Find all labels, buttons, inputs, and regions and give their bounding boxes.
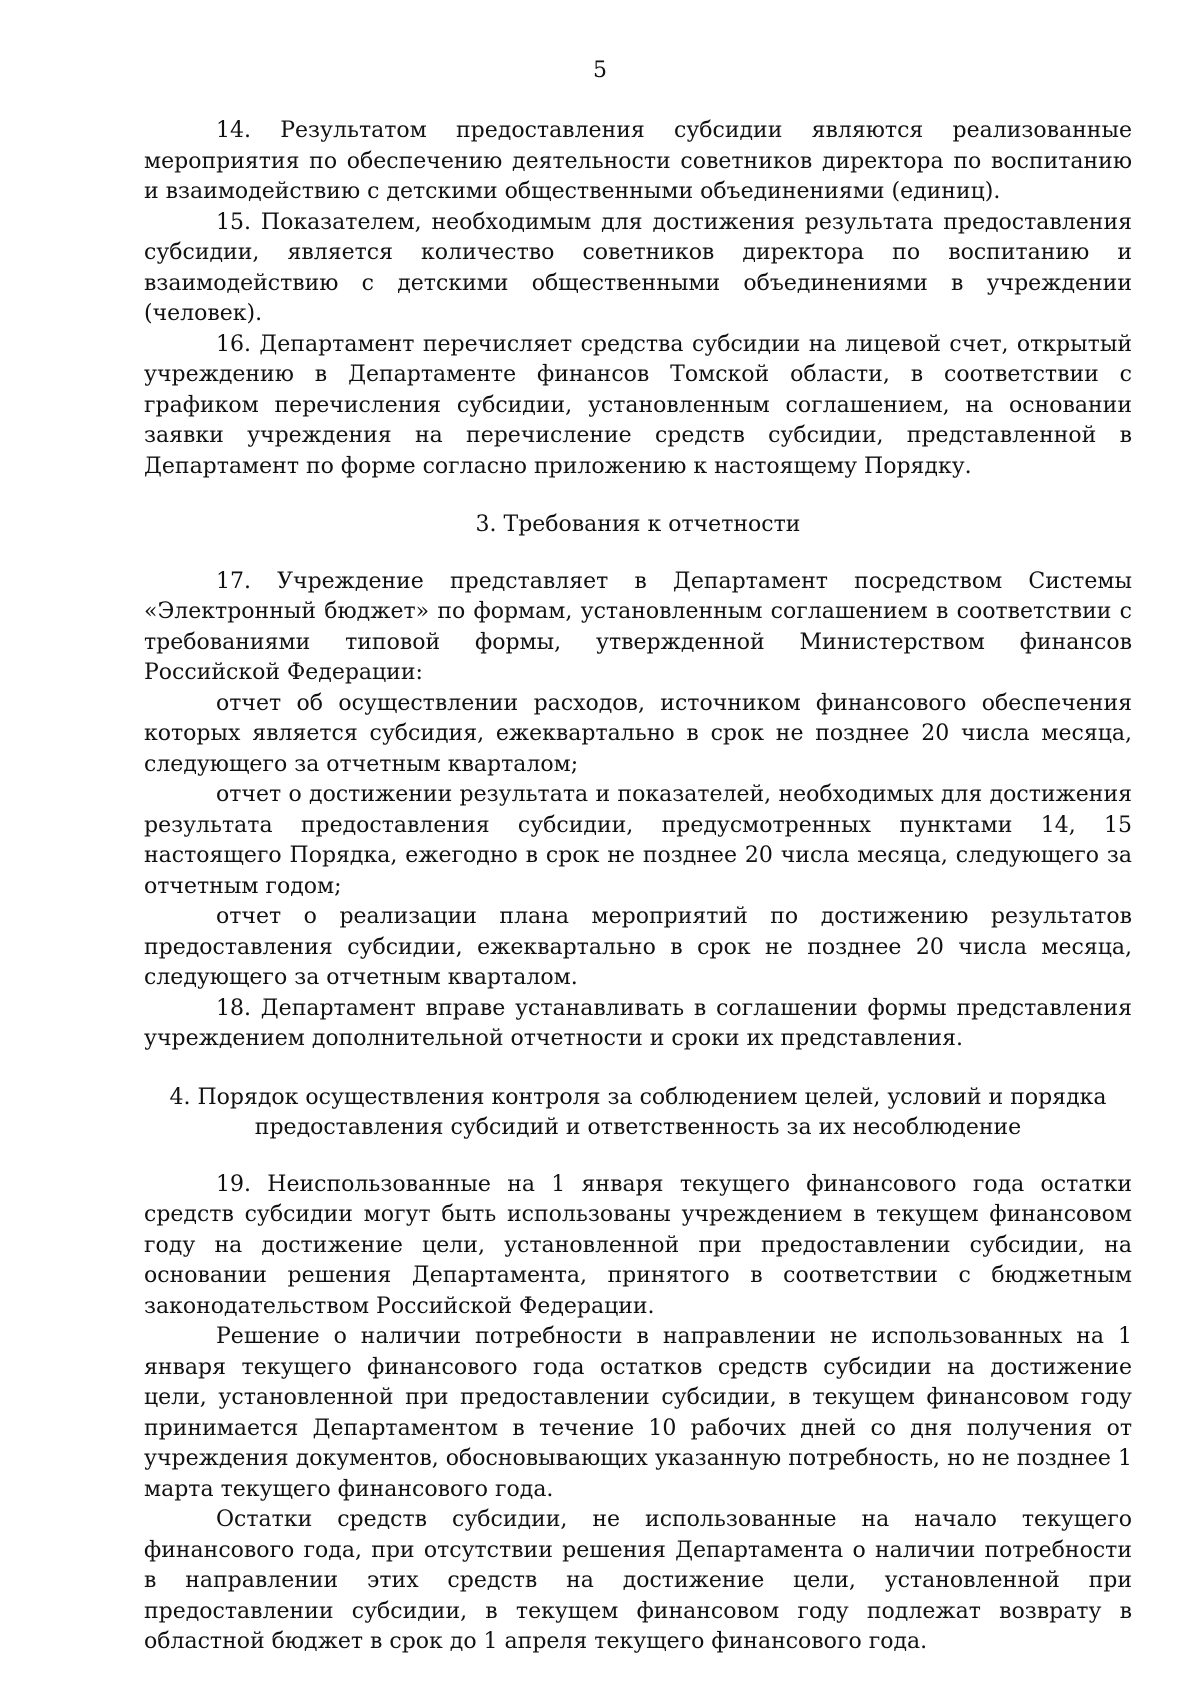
paragraph-19-decision: Решение о наличии потребности в направлении не использованных на 1 января текущего финансового года остатков средств субсидии на достижение цели, установленной при предоставлении субсидии, в текущем финансовом году принимается Департаментом в течение 10 рабочих дней со дня получения от учреждения документов, обосновывающих указанную потребность, но не позднее 1 марта текущего финансового года. bbox=[144, 1324, 1132, 1502]
paragraph-17-report-expenses: отчет об осуществлении расходов, источником финансового обеспечения которых является субсидия, ежеквартально в срок не позднее 20 числа месяца, следующего за отчетным кварталом; bbox=[144, 690, 1132, 777]
paragraph-16: 16. Департамент перечисляет средства субсидии на лицевой счет, открытый учреждению в Департаменте финансов Томской области, в соответствии с графиком перечисления субсидии, установленным соглашением, на основании заявки учреждения на перечисление средств субсидии, представленной в Департамент по форме согласно приложению к настоящему Порядку. bbox=[144, 331, 1132, 479]
paragraph-19: 19. Неиспользованные на 1 января текущего финансового года остатки средств субсидии могут быть использованы учреждением в текущем финансовом году на достижение цели, установленной при предоставлении субсидии, на основании решения Департамента, принятого в соответствии с бюджетным законодательством Российской Федерации. bbox=[144, 1171, 1132, 1319]
section-heading-3: 3. Требования к отчетности bbox=[475, 512, 801, 537]
section-heading-4-line1: 4. Порядок осуществления контроля за соблюдением целей, условий и порядка bbox=[169, 1084, 1107, 1110]
paragraph-17-report-results: отчет о достижении результата и показателей, необходимых для достижения результата предоставления субсидии, предусмотренных пунктами 14, 15 настоящего Порядка, ежегодно в срок не позднее 20 числа месяца, следующего за отчетным годом; bbox=[144, 782, 1132, 899]
paragraph-15: 15. Показателем, необходимым для достижения результата предоставления субсидии, является количество советников директора по воспитанию и взаимодействию с детскими общественными объединениями в учреждении (человек). bbox=[144, 209, 1132, 326]
paragraph-19-remainders: Остатки средств субсидии, не использованные на начало текущего финансового года, при отсутствии решения Департамента о наличии потребности в направлении этих средств на достижение цели, установленной при предоставлении субсидии, в текущем финансовом году подлежат возврату в областной бюджет в срок до 1 апреля текущего финансового года. bbox=[144, 1507, 1132, 1654]
page-number: 5 bbox=[593, 58, 607, 83]
paragraph-17: 17. Учреждение представляет в Департамент посредством Системы «Электронный бюджет» по формам, установленным соглашением в соответствии с требованиями типовой формы, утвержденной Министерством финансов Российской Федерации: bbox=[144, 568, 1132, 685]
paragraph-14: 14. Результатом предоставления субсидии являются реализованные мероприятия по обеспечению деятельности советников директора по воспитанию и взаимодействию с детскими общественными объединениями (единиц). bbox=[144, 118, 1132, 204]
section-heading-4-line2: предоставления субсидий и ответственность за их несоблюдение bbox=[254, 1115, 1022, 1140]
paragraph-17-report-plan: отчет о реализации плана мероприятий по достижению результатов предоставления субсидии, ежеквартально в срок не позднее 20 числа месяца, следующего за отчетным кварталом. bbox=[144, 904, 1132, 990]
section-heading-4 bbox=[144, 1083, 1132, 1144]
paragraph-18: 18. Департамент вправе устанавливать в соглашении формы представления учреждением дополнительной отчетности и сроки их представления. bbox=[144, 995, 1132, 1051]
document-body bbox=[144, 116, 1132, 1658]
